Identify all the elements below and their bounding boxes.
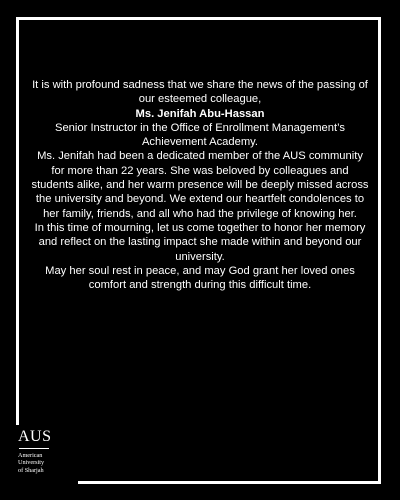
intro-text: It is with profound sadness that we share the news of the passing of our esteemed colleague, <box>32 79 368 106</box>
tribute-paragraph: Ms. Jenifah had been a dedicated member of the AUS community for more than 22 years. She was beloved by colleagues and students alike, and her warm presence will be deeply missed across the university and beyond. We extend our heartfelt condolences to her family, friends, and all who had the privilege of knowing her. <box>31 150 369 220</box>
aus-logo <box>18 429 68 474</box>
logo-divider <box>19 448 49 449</box>
logo-name-line-1: American <box>18 452 43 459</box>
honoree-name: Ms. Jenifah Abu-Hassan <box>135 107 265 120</box>
logo-mark: AUS <box>18 428 52 445</box>
logo-name-line-3: of Sharjah <box>18 466 44 474</box>
prayer-paragraph: May her soul rest in peace, and may God grant her loved ones comfort and strength during this difficult time. <box>45 264 355 292</box>
honoree-position: Senior Instructor in the Office of Enrollment Management’s Achievement Academy. <box>55 121 345 149</box>
logo-name-line-2: University <box>18 459 45 467</box>
notice-content <box>30 78 370 292</box>
mourning-paragraph: In this time of mourning, let us come together to honor her memory and reflect on the lasting impact she made within and beyond our university. <box>34 221 366 263</box>
